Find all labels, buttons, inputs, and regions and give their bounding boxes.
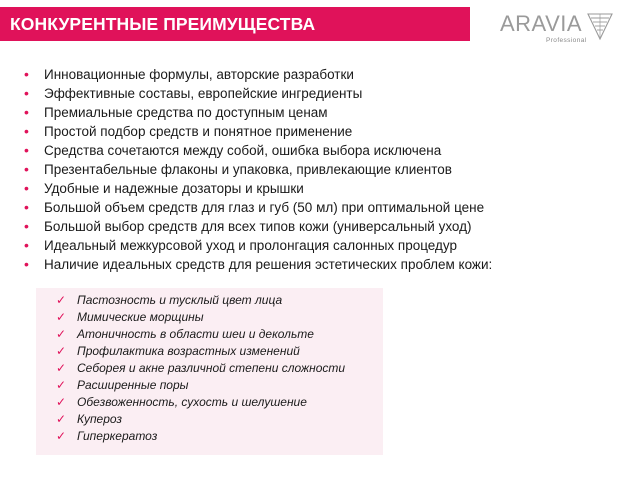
advantages-list (24, 65, 492, 274)
checkmark-icon: ✓ (56, 395, 67, 409)
bullet-icon: • (24, 66, 29, 82)
list-item: • Простой подбор средств и понятное применение (24, 123, 353, 139)
list-item: • Удобные и надежные дозаторы и крышки (24, 180, 304, 196)
list-item: • Наличие идеальных средств для решения эстетических проблем кожи: (24, 256, 493, 272)
checkmark-icon: ✓ (56, 361, 67, 375)
bullet-icon: • (24, 218, 29, 234)
list-item: • Эффективные составы, европейские ингредиенты (24, 85, 363, 101)
list-item: ✓ Купероз (56, 412, 123, 426)
bullet-icon: • (24, 85, 29, 101)
checkmark-icon: ✓ (56, 344, 67, 358)
brand-logo (497, 9, 627, 49)
checkmark-icon: ✓ (56, 429, 67, 443)
list-item: • Большой объем средств для глаз и губ (50 мл) при оптимальной цене (24, 199, 485, 215)
list-item: • Большой выбор средств для всех типов кожи (универсальный уход) (24, 218, 472, 234)
checkmark-icon: ✓ (56, 327, 67, 341)
list-item: • Средства сочетаются между собой, ошибка выбора исключена (24, 142, 442, 158)
logo-wordmark: ARAVIA (500, 11, 583, 36)
bullet-icon: • (24, 104, 29, 120)
page-title: КОНКУРЕНТНЫЕ ПРЕИМУЩЕСТВА (10, 13, 316, 34)
checkmark-icon: ✓ (56, 293, 67, 307)
list-item: ✓ Мимические морщины (56, 310, 204, 324)
list-item: ✓ Расширенные поры (56, 378, 189, 392)
list-item: • Инновационные формулы, авторские разработки (24, 66, 354, 82)
list-item: • Премиальные средства по доступным ценам (24, 104, 328, 120)
checkmark-icon: ✓ (56, 412, 67, 426)
list-item: • Презентабельные флаконы и упаковка, привлекающие клиентов (24, 161, 452, 177)
bullet-icon: • (24, 161, 29, 177)
list-item: ✓ Пастозность и тусклый цвет лица (56, 293, 283, 307)
problems-list (56, 292, 345, 445)
logo-subtitle: Professional (546, 37, 587, 44)
bullet-icon: • (24, 123, 29, 139)
leaf-logo-icon (587, 11, 613, 41)
bullet-icon: • (24, 199, 29, 215)
bullet-icon: • (24, 237, 29, 253)
bullet-icon: • (24, 142, 29, 158)
list-item: ✓ Профилактика возрастных изменений (56, 344, 300, 358)
list-item: ✓ Себорея и акне различной степени сложности (56, 361, 346, 375)
bullet-icon: • (24, 180, 29, 196)
checkmark-icon: ✓ (56, 378, 67, 392)
checkmark-icon: ✓ (56, 310, 67, 324)
title-bar (0, 7, 470, 41)
bullet-icon: • (24, 256, 29, 272)
list-item: ✓ Атоничность в области шеи и декольте (56, 327, 314, 341)
list-item: ✓ Гиперкератоз (56, 429, 158, 443)
list-item: ✓ Обезвоженность, сухость и шелушение (56, 395, 307, 409)
list-item: • Идеальный межкурсовой уход и пролонгация салонных процедур (24, 237, 458, 253)
